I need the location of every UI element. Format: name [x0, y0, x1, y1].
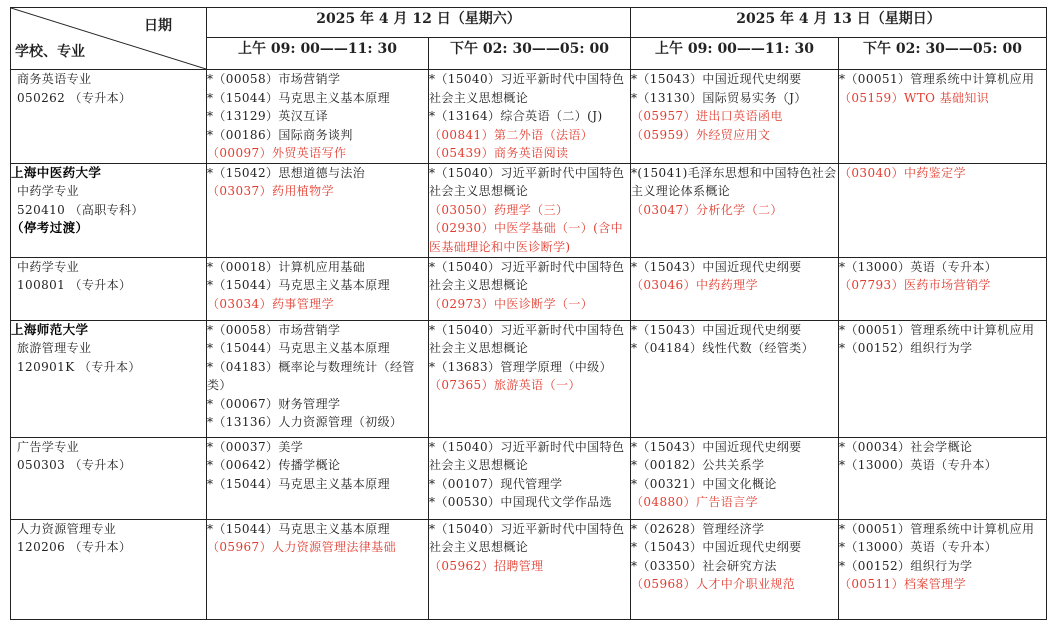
major-cell: [11, 163, 207, 257]
text-line: *（04184）线性代数（经管类）: [631, 341, 814, 355]
exam-cell-session-0: [207, 437, 429, 519]
text-line: *（15044）马克思主义基本原理: [207, 341, 390, 355]
text-line: *（00186）国际商务谈判: [207, 127, 353, 142]
text-line: *（13136）人力资源管理（初级）: [207, 415, 403, 429]
text-line: *（15043）中国近现代史纲要: [631, 439, 802, 454]
text-line: *（00058）市场营销学: [207, 72, 341, 86]
school-major-label: 学校、专业: [15, 44, 85, 60]
exam-cell-session-3: [839, 437, 1047, 519]
text-line: *（00051）管理系统中计算机应用: [839, 521, 1035, 536]
exam-schedule-table: [10, 7, 1047, 620]
course-optional: （02930）中医学基础（一）(含中医基础理论和中医诊断学): [429, 221, 624, 254]
session-header-3: 下午 02: 30——05: 00: [839, 38, 1047, 70]
day-header-1: 2025 年 4 月 13 日（星期日）: [631, 8, 1047, 38]
course-optional: （05968）人才中介职业规范: [631, 577, 796, 591]
text-line: *（13000）英语（专升本）: [839, 540, 998, 554]
text-line: *（00067）财务管理学: [207, 396, 341, 411]
exam-cell-session-1: [429, 163, 631, 257]
text-line: 120206 （专升本）: [17, 540, 132, 554]
header-row-days: [11, 8, 1047, 38]
text-line: *（13164）综合英语（二）(J): [429, 109, 603, 123]
exam-cell-session-0: [207, 163, 429, 257]
exam-cell-session-0: [207, 70, 429, 164]
exam-cell-session-2: [631, 163, 839, 257]
text-line: *（15044）马克思主义基本原理: [207, 278, 390, 292]
session-header-0: 上午 09: 00——11: 30: [207, 38, 429, 70]
text-line: 520410 （高职专科）: [17, 202, 144, 217]
text-line: *（15043）中国近现代史纲要: [631, 322, 802, 337]
table-row: [11, 519, 1047, 619]
text-line: 旅游管理专业: [17, 341, 92, 355]
text-line: *（15040）习近平新时代中国特色社会主义思想概论: [429, 322, 625, 355]
course-optional: （05439）商务英语阅读: [429, 146, 569, 160]
course-optional: （02973）中医诊断学（一）: [429, 296, 594, 311]
text-line: *（15043）中国近现代史纲要: [631, 540, 802, 554]
exam-cell-session-1: [429, 70, 631, 164]
text-line: 商务英语专业: [17, 72, 92, 86]
course-optional: （00511）档案管理学: [839, 577, 966, 591]
course-optional: （07793）医药市场营销学: [839, 278, 991, 292]
course-optional: （04880）广告语言学: [631, 495, 758, 509]
session-header-2: 上午 09: 00——11: 30: [631, 38, 839, 70]
text-line: *（15040）习近平新时代中国特色社会主义思想概论: [429, 165, 625, 198]
university-name: 上海师范大学: [11, 321, 89, 337]
text-line: *（02628）管理经济学: [631, 521, 765, 536]
text-line: *（00058）市场营销学: [207, 322, 341, 337]
table-row: [11, 257, 1047, 320]
major-cell: [11, 437, 207, 519]
course-optional: （03046）中药药理学: [631, 278, 758, 292]
text-line: *（00182）公共关系学: [631, 458, 765, 472]
text-line: 050303 （专升本）: [17, 458, 132, 472]
text-line: *（13130）国际贸易实务（J）: [631, 90, 807, 105]
table-row: [11, 437, 1047, 519]
course-optional: （07365）旅游英语（一）: [429, 378, 581, 392]
course-optional: （03037）药用植物学: [207, 184, 334, 198]
text-line: 人力资源管理专业: [17, 521, 117, 536]
exam-cell-session-0: [207, 519, 429, 619]
text-line: *（15040）习近平新时代中国特色社会主义思想概论: [429, 72, 625, 105]
exam-cell-session-1: [429, 519, 631, 619]
table-row: [11, 70, 1047, 164]
text-line: 100801 （专升本）: [17, 278, 132, 292]
text-line: 中药学专业: [17, 184, 80, 198]
text-line: *（15044）马克思主义基本原理: [207, 476, 390, 491]
day-header-0: 2025 年 4 月 12 日（星期六）: [207, 8, 631, 38]
exam-cell-session-3: [839, 519, 1047, 619]
university-name: （停考过渡）: [11, 220, 89, 235]
table-row: [11, 163, 1047, 257]
text-line: 中药学专业: [17, 259, 80, 274]
text-line: *（15043）中国近现代史纲要: [631, 259, 802, 274]
text-line: *（15042）思想道德与法治: [207, 165, 366, 180]
university-name: 上海中医药大学: [11, 164, 102, 180]
exam-cell-session-2: [631, 320, 839, 437]
text-line: *(15041)毛泽东思想和中国特色社会主义理论体系概论: [631, 165, 837, 198]
session-header-1: 下午 02: 30——05: 00: [429, 38, 631, 70]
major-cell: [11, 257, 207, 320]
text-line: *（00152）组织行为学: [839, 558, 973, 573]
exam-cell-session-1: [429, 320, 631, 437]
text-line: *（00051）管理系统中计算机应用: [839, 72, 1035, 86]
text-line: 050262 （专升本）: [17, 90, 132, 105]
course-optional: （00841）第二外语（法语）: [429, 127, 594, 142]
text-line: 120901K （专升本）: [17, 359, 141, 374]
exam-cell-session-2: [631, 70, 839, 164]
text-line: *（00051）管理系统中计算机应用: [839, 322, 1035, 337]
text-line: *（00034）社会学概论: [839, 439, 973, 454]
exam-cell-session-0: [207, 320, 429, 437]
exam-cell-session-3: [839, 320, 1047, 437]
text-line: *（15040）习近平新时代中国特色社会主义思想概论: [429, 439, 625, 472]
text-line: *（00642）传播学概论: [207, 458, 341, 472]
text-line: *（00037）美学: [207, 439, 304, 454]
text-line: *（00321）中国文化概论: [631, 476, 777, 491]
exam-cell-session-3: [839, 70, 1047, 164]
exam-cell-session-1: [429, 257, 631, 320]
text-line: *（13683）管理学原理（中级）: [429, 359, 612, 374]
major-cell: [11, 70, 207, 164]
text-line: *（15044）马克思主义基本原理: [207, 90, 390, 105]
text-line: *（13000）英语（专升本）: [839, 259, 998, 274]
text-line: *（13129）英汉互译: [207, 109, 328, 123]
course-optional: （03047）分析化学（二）: [631, 202, 783, 217]
exam-cell-session-2: [631, 437, 839, 519]
text-line: *（00530）中国现代文学作品选: [429, 495, 612, 509]
course-optional: （05159）WTO 基础知识: [839, 90, 990, 105]
text-line: *（00107）现代管理学: [429, 476, 563, 491]
exam-cell-session-0: [207, 257, 429, 320]
text-line: *（00152）组织行为学: [839, 341, 973, 355]
course-optional: （05967）人力资源管理法律基础: [207, 540, 396, 554]
course-optional: （05957）进出口英语函电: [631, 109, 783, 123]
course-optional: （03034）药事管理学: [207, 296, 334, 311]
exam-cell-session-1: [429, 437, 631, 519]
text-line: *（15040）习近平新时代中国特色社会主义思想概论: [429, 521, 625, 554]
text-line: *（04183）概率论与数理统计（经管类）: [207, 359, 415, 392]
corner-header: [11, 8, 207, 70]
exam-cell-session-3: [839, 257, 1047, 320]
text-line: *（03350）社会研究方法: [631, 558, 777, 573]
table-row: [11, 320, 1047, 437]
major-cell: [11, 519, 207, 619]
exam-cell-session-3: [839, 163, 1047, 257]
text-line: *（15044）马克思主义基本原理: [207, 521, 390, 536]
text-line: *（00018）计算机应用基础: [207, 259, 366, 274]
text-line: 广告学专业: [17, 439, 80, 454]
date-label: 日期: [144, 18, 172, 34]
text-line: *（15043）中国近现代史纲要: [631, 72, 802, 86]
course-optional: （03040）中药鉴定学: [839, 165, 966, 180]
course-optional: （00097）外贸英语写作: [207, 146, 347, 160]
major-cell: [11, 320, 207, 437]
exam-cell-session-2: [631, 257, 839, 320]
course-optional: （03050）药理学（三）: [429, 202, 569, 217]
course-optional: （05962）招聘管理: [429, 558, 544, 573]
text-line: *（13000）英语（专升本）: [839, 458, 998, 472]
exam-cell-session-2: [631, 519, 839, 619]
text-line: *（15040）习近平新时代中国特色社会主义思想概论: [429, 259, 625, 292]
course-optional: （05959）外经贸应用文: [631, 127, 771, 142]
